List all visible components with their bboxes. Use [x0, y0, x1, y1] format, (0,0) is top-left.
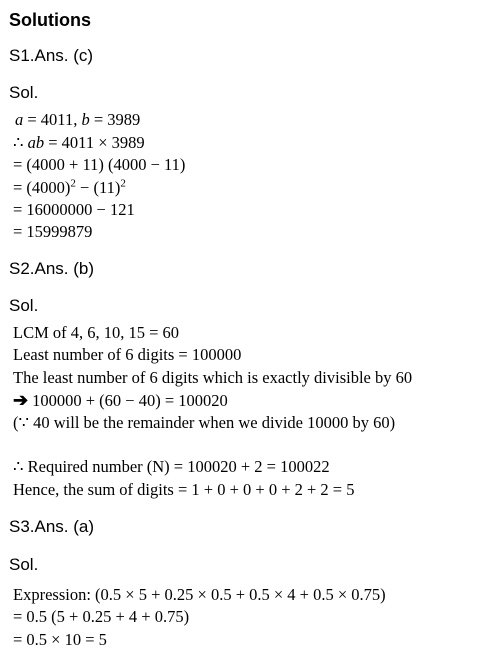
s2-line-7: Hence, the sum of digits = 1 + 0 + 0 + 0 + 2 + 2 = 5: [13, 480, 355, 499]
sol-label-s1: Sol.: [9, 83, 39, 102]
answer-s2: S2.Ans. (b): [9, 259, 95, 278]
answer-s1: S1.Ans. (c): [9, 46, 94, 65]
s1-line-2: ∴ ab = 4011 × 3989: [13, 133, 145, 152]
answer-s3: S3.Ans. (a): [9, 517, 95, 536]
page-title: Solutions: [9, 10, 91, 30]
s1-line-4: = $(4000)^2 - (11)^2$: [13, 177, 126, 197]
sol-label-s3: Sol.: [9, 555, 39, 574]
s1-line-1: a = 4011, b = 3989: [15, 110, 141, 129]
s2-line-4: ➔ 100000 + (60 − 40) = 100020: [13, 390, 228, 410]
s2-line-1: LCM of 4, 6, 10, 15 = 60: [13, 323, 180, 342]
s2-line-3: The least number of 6 digits which is exactly divisible by 60: [13, 368, 413, 387]
s3-line-3: = 0.5 × 10 = 5: [13, 630, 107, 649]
sol-label-s2: Sol.: [9, 296, 39, 315]
s2-line-6: ∴ Required number (N) = 100020 + 2 = 100022: [13, 457, 330, 476]
right-arrow-icon: ➔: [13, 390, 29, 410]
s3-line-2: = 0.5 (5 + 0.25 + 4 + 0.75): [13, 607, 190, 626]
s1-line-3: = (4000 + 11) (4000 − 11): [13, 155, 186, 174]
s3-line-1: Expression: (0.5 × 5 + 0.25 × 0.5 + 0.5 × 4 + 0.5 × 0.75): [13, 585, 386, 604]
s2-line-5: (∵ 40 will be the remainder when we divide 10000 by 60): [13, 413, 396, 432]
s1-line-6: = 15999879: [13, 222, 93, 241]
s1-line-5: = 16000000 − 121: [13, 200, 135, 219]
s2-line-2: Least number of 6 digits = 100000: [13, 345, 242, 364]
